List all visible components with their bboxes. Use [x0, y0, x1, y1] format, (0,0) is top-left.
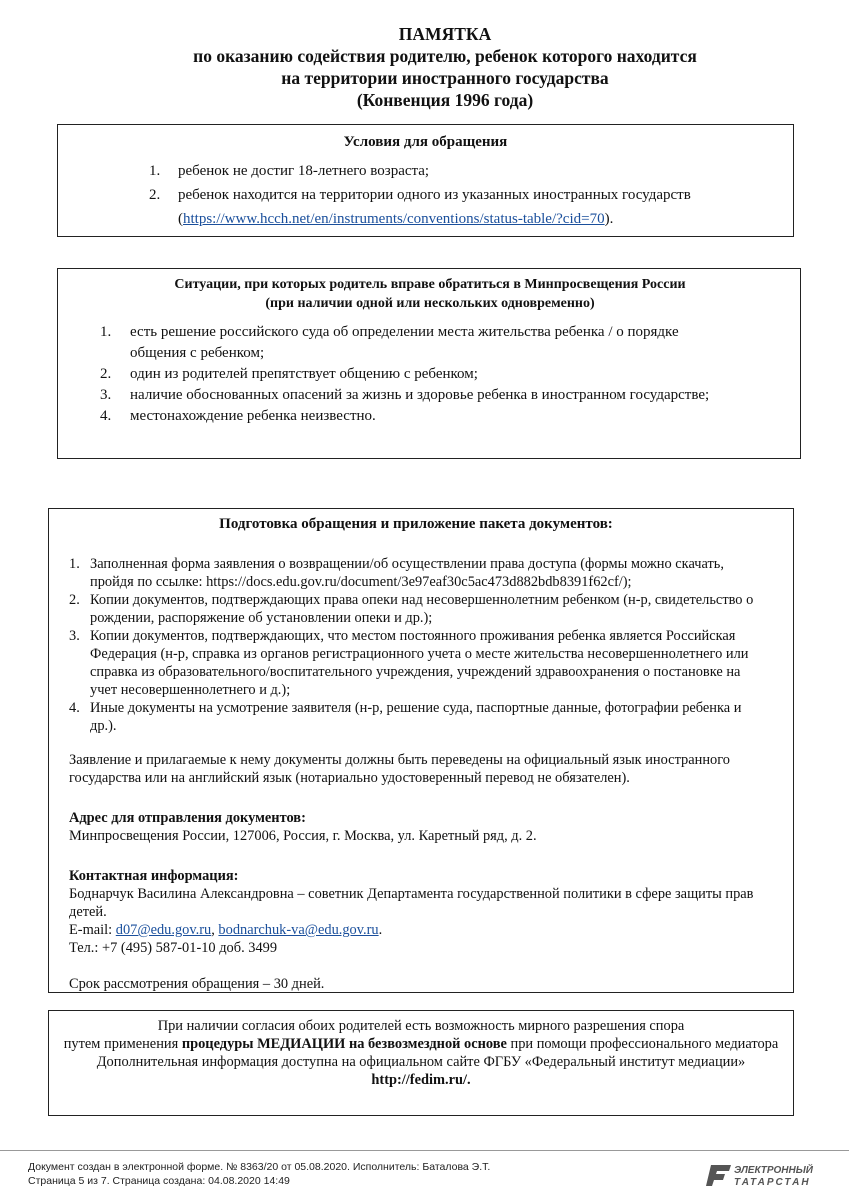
list-item: 2. ребенок находится на территории одного из указанных иностранных государств (https://www.hcch.net/en/instruments/conventions/status-table/?cid=70).: [149, 187, 691, 227]
phone: Тел.: +7 (495) 587-01-10 доб. 3499: [69, 940, 278, 956]
mediation-line-2: путем применения процедуры МЕДИАЦИИ на безвозмездной основе при помощи профессионального медиатора: [63, 1036, 779, 1052]
list-item: 2. Копии документов, подтверждающих права опеки над несовершеннолетним ребенком (н-р, свидетельство о рождении, распоряжение об установлении опеки и др.);: [69, 592, 754, 626]
status-table-link[interactable]: https://www.hcch.net/en/instruments/conventions/status-table/?cid=70: [183, 211, 605, 227]
preparation-heading: Подготовка обращения и приложение пакета документов:: [219, 516, 613, 532]
document-title: [0, 23, 849, 111]
footer-divider: [0, 1150, 849, 1151]
address: Минпросвещения России, 127006, Россия, г. Москва, ул. Каретный ряд, д. 2.: [69, 828, 537, 844]
preparation-list: [69, 555, 763, 735]
footer-line-1: Документ создан в электронной форме. № 8363/20 от 05.08.2020. Исполнитель: Баталова Э.Т.: [28, 1161, 491, 1173]
address-heading: Адрес для отправления документов:: [69, 810, 306, 826]
translation-note: Заявление и прилагаемые к нему документы должны быть переведены на официальный язык иностранного государства или на английский язык (нотариально удостоверенный перевод не обязателен).: [69, 752, 730, 786]
situations-box: [57, 268, 801, 459]
list-item: 1. Заполненная форма заявления о возвращении/об осуществлении права доступа (формы можно скачать, пройдя по ссылке: https://docs.edu.gov.ru/document/3e97eaf30c5ac473d882bdb8391f62cf/);: [69, 556, 724, 590]
contact-person: Боднарчук Василина Александровна – советник Департамента государственной политики в сфере защиты прав детей.: [69, 886, 754, 920]
conditions-list: [149, 159, 773, 231]
list-item: 3. Копии документов, подтверждающих, что местом постоянного проживания ребенка является Российская Федерация (н-р, справка из органов регистрационного учета о месте жительства несовершеннолетнего или справка из образовательного/воспитательного учреждения, учреждений здравоохранения о постановке на учет несовершеннолетнего и д.);: [69, 628, 749, 698]
email-link-bodnarchuk[interactable]: bodnarchuk-va@edu.gov.ru: [218, 922, 379, 938]
title-line-3: на территории иностранного государства: [281, 68, 609, 88]
conditions-heading: Условия для обращения: [343, 134, 508, 150]
situations-list: [100, 322, 730, 427]
fedim-link[interactable]: http://fedim.ru/.: [371, 1072, 471, 1088]
title-line-1: ПАМЯТКА: [398, 24, 492, 44]
situations-heading: Ситуации, при которых родитель вправе обратиться в Минпросвещения России (при наличии одной или нескольких одновременно): [174, 277, 686, 311]
list-item: 4. местонахождение ребенка неизвестно.: [100, 408, 376, 424]
review-term: Срок рассмотрения обращения – 30 дней.: [69, 976, 325, 992]
conditions-box: [57, 124, 794, 237]
contact-heading: Контактная информация:: [69, 868, 239, 884]
mediation-line-1: При наличии согласия обоих родителей есть возможность мирного разрешения спора: [157, 1018, 685, 1034]
electronic-tatarstan-logo: [705, 1162, 820, 1188]
preparation-box: [48, 508, 794, 993]
email-line: E-mail: d07@edu.gov.ru, bodnarchuk-va@edu.gov.ru.: [69, 922, 383, 938]
footer-line-2: Страница 5 из 7. Страница создана: 04.08.2020 14:49: [28, 1175, 290, 1187]
title-line-4: (Конвенция 1996 года): [356, 90, 534, 110]
mediation-box: [48, 1010, 794, 1116]
footer: [28, 1160, 490, 1188]
list-item: 3. наличие обоснованных опасений за жизнь и здоровье ребенка в иностранном государстве;: [100, 387, 710, 403]
email-link-d07[interactable]: d07@edu.gov.ru: [115, 922, 212, 938]
list-item: 4. Иные документы на усмотрение заявителя (н-р, решение суда, паспортные данные, фотографии ребенка и др.).: [69, 700, 742, 734]
mediation-line-3: Дополнительная информация доступна на официальном сайте ФГБУ «Федеральный институт медиации»: [96, 1054, 746, 1070]
title-line-2: по оказанию содействия родителю, ребенок которого находится: [193, 46, 697, 66]
svg-text:ТАТАРСТАН: ТАТАРСТАН: [734, 1177, 811, 1188]
svg-text:ЭЛЕКТРОННЫЙ: ЭЛЕКТРОННЫЙ: [734, 1165, 813, 1176]
list-item: 1. есть решение российского суда об определении места жительства ребенка / о порядке общения с ребенком;: [100, 324, 679, 361]
list-item: 1. ребенок не достиг 18-летнего возраста;: [149, 163, 430, 179]
list-item: 2. один из родителей препятствует общению с ребенком;: [100, 366, 478, 382]
